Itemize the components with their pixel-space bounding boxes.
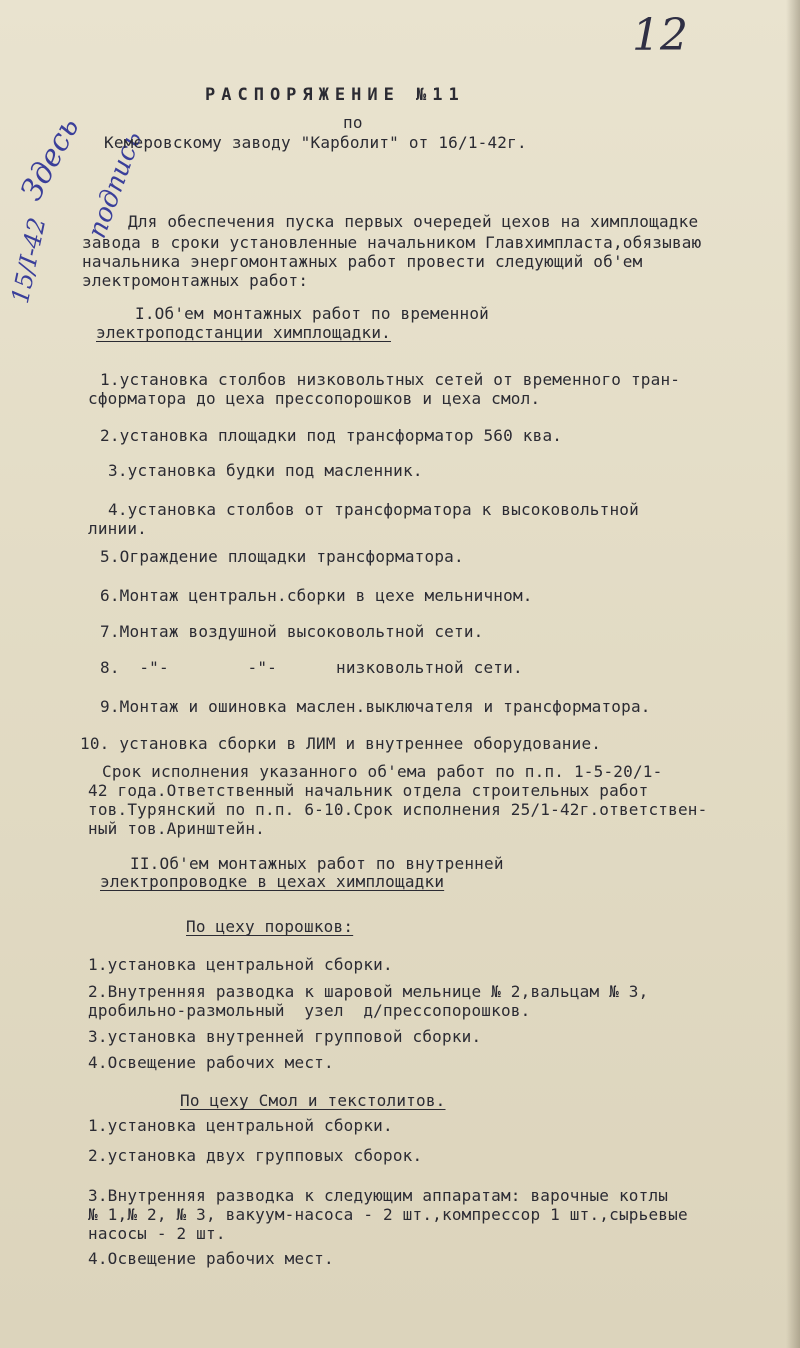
list-item: 1.установка центральной сборки. — [88, 1116, 393, 1135]
list-item: № 1,№ 2, № 3, вакуум-насоса - 2 шт.,компрессор 1 шт.,сырьевые — [88, 1205, 688, 1224]
section2-heading: электропроводке в цехах химплощадки — [100, 872, 445, 891]
list-item: сформатора до цеха прессопорошков и цеха смол. — [88, 389, 541, 408]
section1-heading: I.Об'ем монтажных работ по временной — [135, 304, 489, 323]
list-item: 10. установка сборки в ЛИМ и внутреннее оборудование. — [80, 734, 602, 753]
subsection-title: По цеху Смол и текстолитов. — [180, 1091, 446, 1110]
list-item: 9.Монтаж и ошиновка маслен.выключателя и трансформатора. — [100, 697, 651, 716]
list-item: насосы - 2 шт. — [88, 1224, 226, 1243]
list-item: 2.установка площадки под трансформатор 560 ква. — [100, 426, 563, 445]
list-item: 3.установка внутренней групповой сборки. — [88, 1027, 482, 1046]
list-item: 3.Внутренняя разводка к следующим аппаратам: варочные котлы — [88, 1186, 669, 1205]
intro-line: завода в сроки установленные начальником Главхимпласта,обязываю — [82, 233, 702, 252]
list-item: дробильно-размольный узел д/прессопорошков. — [88, 1001, 531, 1020]
list-item: 4.Освещение рабочих мест. — [88, 1249, 334, 1268]
deadline-line: ный тов.Аринштейн. — [88, 819, 265, 838]
list-item: 3.установка будки под масленник. — [108, 461, 423, 480]
margin-note-1: Здесь — [14, 111, 87, 207]
subsection-title: По цеху порошков: — [186, 917, 354, 936]
page-edge-shadow — [786, 0, 800, 1348]
list-item: 5.Ограждение площадки трансформатора. — [100, 547, 464, 566]
document-title: РАСПОРЯЖЕНИЕ №11 — [205, 85, 465, 105]
list-item: 4.Освещение рабочих мест. — [88, 1053, 334, 1072]
section2-heading: II.Об'ем монтажных работ по внутренней — [130, 854, 504, 873]
deadline-line: тов.Турянский по п.п. 6-10.Срок исполнения 25/1-42г.ответствен- — [88, 800, 708, 819]
deadline-line: Срок исполнения указанного об'ема работ по п.п. 1-5-20/1- — [102, 762, 663, 781]
list-item: 8. -"- -"- низковольтной сети. — [100, 658, 523, 677]
page-number-handwritten: 12 — [632, 10, 688, 61]
margin-note-2: 15/I-42 — [6, 215, 52, 306]
list-item: 6.Монтаж центральн.сборки в цехе мельничном. — [100, 586, 533, 605]
section1-heading: электроподстанции химплощадки. — [96, 323, 391, 342]
deadline-line: 42 года.Ответственный начальник отдела строительных работ — [88, 781, 649, 800]
margin-note-3: подпись — [82, 127, 149, 243]
list-item: 7.Монтаж воздушной высоковольтной сети. — [100, 622, 484, 641]
list-item: 2.Внутренняя разводка к шаровой мельнице № 2,вальцам № 3, — [88, 982, 649, 1001]
list-item: 1.установка столбов низковольтных сетей от временного тран- — [100, 370, 681, 389]
list-item: 2.установка двух групповых сборок. — [88, 1146, 423, 1165]
heading-line-3: Кемеровскому заводу "Карболит" от 16/1-42г. — [104, 133, 527, 152]
list-item: 1.установка центральной сборки. — [88, 955, 393, 974]
intro-line: Для обеспечения пуска первых очередей цехов на химплощадке — [128, 212, 699, 231]
list-item: 4.установка столбов от трансформатора к высоковольтной — [108, 500, 639, 519]
intro-line: электромонтажных работ: — [82, 271, 309, 290]
heading-line-2: по — [343, 113, 363, 132]
intro-line: начальника энергомонтажных работ провести следующий об'ем — [82, 252, 643, 271]
list-item: линии. — [88, 519, 147, 538]
